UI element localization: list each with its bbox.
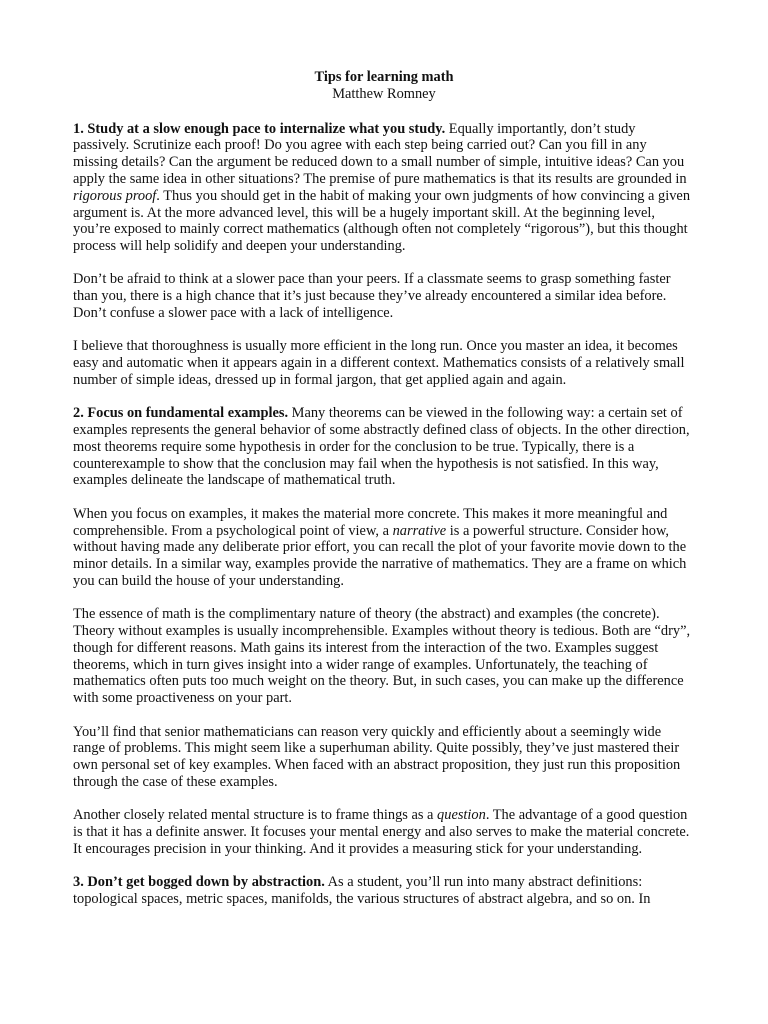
section-2-heading: 2. Focus on fundamental examples. <box>73 405 289 422</box>
document-page <box>73 69 695 908</box>
paragraph-text: Equally importantly, don’t study passively. Scrutinize each proof! Do you agree with each step being carried out? Can you fill in any missing details? Can the argument be reduced down to a small number of simple, intuitive ideas? Can you apply the same idea in other situations? The premise of pure mathematics is that its results are grounded in <box>73 120 687 187</box>
paragraph-text: . The advantage of a good question is that it has a definite answer. It focuses your mental energy and also serves to make the material concrete. It encourages precision in your thinking. And it provides a measuring stick for your understanding. <box>73 807 690 857</box>
section-1-paragraph-1 <box>73 121 695 255</box>
section-2-paragraph-4: You’ll find that senior mathematicians can reason very quickly and efficiently about a seemingly wide range of problems. This might seem like a superhuman ability. Quite possibly, they’ve just mastered their own personal set of key examples. When faced with an abstract proposition, they just run this proposition through the case of these examples. <box>73 723 681 790</box>
paragraph-text: As a student, you’ll run into many abstract definitions: topological spaces, metric spaces, manifolds, the various structures of abstract algebra, and so on. In <box>73 874 651 907</box>
document-author: Matthew Romney <box>332 85 436 102</box>
section-2-paragraph-5 <box>73 807 695 857</box>
section-3-heading: 3. Don’t get bogged down by abstraction. <box>73 874 325 891</box>
section-1-heading: 1. Study at a slow enough pace to internalize what you study. <box>73 120 446 137</box>
paragraph-text: Many theorems can be viewed in the following way: a certain set of examples represents the general behavior of some abstractly defined class of objects. In the other direction, most theorems require some hypothesis in order for the conclusion to be true. Typically, there is a counterexample to show that the conclusion may fail when the hypothesis is not satisfied. In this way, examples delineate the landscape of mathematical truth. <box>73 405 690 489</box>
paragraph-text: Another closely related mental structure is to frame things as a <box>73 807 438 824</box>
paragraph-text: When you focus on examples, it makes the material more concrete. This makes it more meaningful and comprehensible. From a psychological point of view, a <box>73 505 668 539</box>
section-2-paragraph-1 <box>73 405 695 489</box>
section-2-paragraph-3: The essence of math is the complimentary nature of theory (the abstract) and examples (the concrete). Theory without examples is usually incomprehensible. Examples without theory is tedious. Both are “dry”, though for different reasons. Math gains its interest from the interaction of the two. Examples suggest theorems, which in turn gives insight into a wider range of examples. Unfortunately, the teaching of mathematics often puts too much weight on the theory. But, in such cases, you can make up the difference with some proactiveness on your part. <box>73 606 691 707</box>
paragraph-text: . Thus you should get in the habit of making your own judgments of how convincing a given argument is. At the more advanced level, this will be a hugely important skill. At the beginning level, you’re exposed to mainly correct mathematics (although often not completely “rigorous”), but this thought process will help solidify and deepen your understanding. <box>73 187 691 255</box>
emphasis-rigorous-proof: rigorous proof <box>73 187 157 204</box>
paragraph-text: is a powerful structure. Consider how, without having made any deliberate prior effort, you can recall the plot of your favorite movie down to the minor details. In a similar way, examples provide the narrative of mathematics. They are a frame on which you can build the house of your understanding. <box>73 522 687 589</box>
emphasis-question: question <box>437 807 486 824</box>
emphasis-narrative: narrative <box>392 522 447 539</box>
section-3-paragraph-1 <box>73 874 695 908</box>
section-1-paragraph-2: Don’t be afraid to think at a slower pace than your peers. If a classmate seems to grasp something faster than you, there is a high chance that it’s just because they’ve already encountered a similar idea before. Don’t confuse a slower pace with a lack of intelligence. <box>73 271 671 322</box>
section-1-paragraph-3: I believe that thoroughness is usually more efficient in the long run. Once you master an idea, it becomes easy and automatic when it appears again in a different context. Mathematics consists of a relatively small number of simple ideas, dressed up in formal jargon, that get applied again and again. <box>73 338 685 388</box>
section-2-paragraph-2 <box>73 506 695 590</box>
document-title: Tips for learning math <box>314 69 454 85</box>
